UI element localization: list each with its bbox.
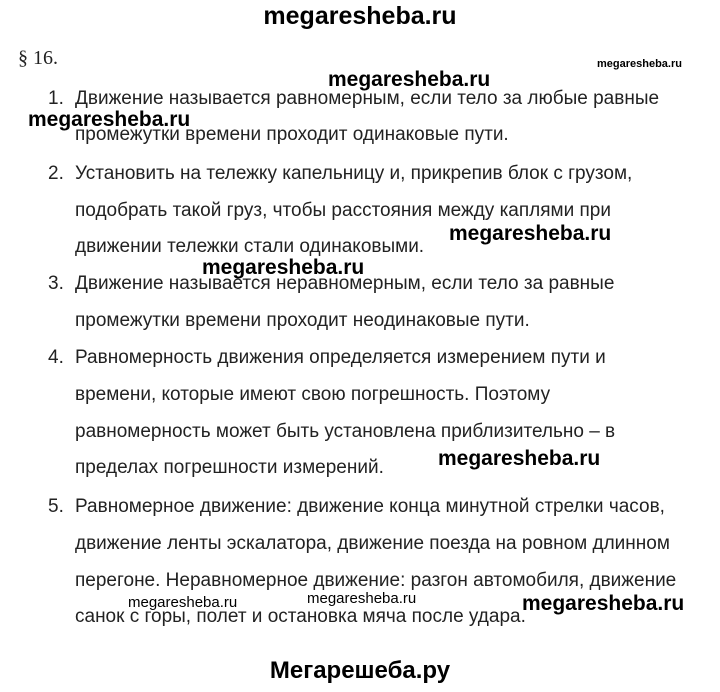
item-number: 2.: [48, 163, 64, 184]
section-number: § 16.: [18, 47, 58, 69]
watermark: megaresheba.ru: [307, 590, 417, 607]
watermark: megaresheba.ru: [522, 592, 685, 615]
watermark: megaresheba.ru: [28, 108, 191, 131]
watermark: megaresheba.ru: [128, 594, 238, 611]
item-line: движение ленты эскалатора, движение поезда на ровном длинном: [75, 533, 670, 554]
item-number: 5.: [48, 496, 64, 517]
item-line: подобрать такой груз, чтобы расстояния между каплями при: [75, 200, 611, 221]
item-line: Равномерность движения определяется измерением пути и: [75, 347, 606, 368]
item-line: Равномерное движение: движение конца минутной стрелки часов,: [75, 496, 665, 517]
item-line: равномерность может быть установлена приблизительно – в: [75, 421, 616, 442]
item-number: 4.: [48, 347, 64, 368]
item-line: пределах погрешности измерений.: [75, 457, 384, 478]
watermark: megaresheba.ru: [328, 68, 491, 91]
item-line: санок с горы, полет и остановка мяча после удара.: [75, 606, 526, 627]
item-line: Установить на тележку капельницу и, прикрепив блок с грузом,: [75, 163, 633, 184]
item-line: Движение называется равномерным, если тело за любые равные: [75, 88, 660, 109]
site-footer: Мегарешеба.ру: [269, 657, 451, 684]
item-line: движении тележки стали одинаковыми.: [75, 236, 425, 257]
item-line: времени, которые имеют свою погрешность. Поэтому: [75, 384, 551, 405]
item-number: 1.: [48, 88, 64, 109]
item-line: промежутки времени проходит одинаковые пути.: [75, 124, 509, 145]
item-line: Движение называется неравномерным, если тело за равные: [75, 273, 615, 294]
watermark: megaresheba.ru: [597, 58, 682, 70]
item-number: 3.: [48, 273, 64, 294]
site-header: megaresheba.ru: [263, 2, 457, 30]
watermark: megaresheba.ru: [449, 222, 612, 245]
watermark: megaresheba.ru: [438, 447, 601, 470]
watermark: megaresheba.ru: [202, 256, 365, 279]
item-line: промежутки времени проходит неодинаковые пути.: [75, 310, 530, 331]
item-line: перегоне. Неравномерное движение: разгон автомобиля, движение: [75, 570, 677, 591]
